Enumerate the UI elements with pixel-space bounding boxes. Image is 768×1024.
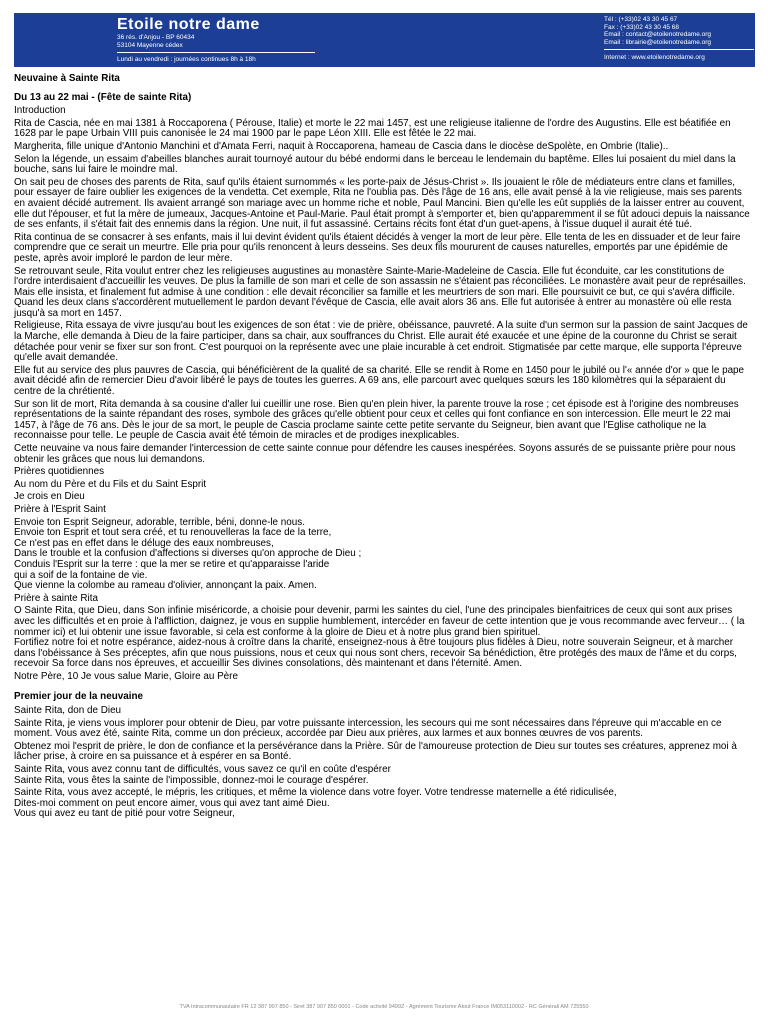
paragraph: Je crois en Dieu: [14, 491, 85, 503]
contact-block: [604, 16, 754, 62]
prayer-line: Conduis l'Esprit sur la terre : que la mer se retire et qu'apparaisse l'aride: [14, 558, 330, 570]
fax-number: Fax : (+33)02 43 30 45 68: [604, 23, 679, 31]
section-heading: Prière à sainte Rita: [14, 592, 98, 604]
prayer-line: Sainte Rita, vous avez accepté, le mépris, les critiques, et même la violence dans votre foyer. Votre tendresse maternelle a été ridiculisée,: [14, 787, 617, 799]
paragraph: Rita de Cascia, née en mai 1381 à Roccaporena ( Pérouse, Italie) et morte le 22 mai 1457, est une religieuse italienne de l'ordre des Augustins. Elle est béatifiée en 1628 par le pape Urbain VIII puis canonisée le 24 mai 1900 par le pape Léon XIII. Elle est fêtée le 22 mai.: [14, 117, 731, 140]
section-heading: Introduction: [14, 105, 66, 117]
document-dates: Du 13 au 22 mai - (Fête de sainte Rita): [14, 91, 192, 103]
legal-footer: TVA Intracommunautaire FR 12 387 907 850 - Siret 387 907 850 0001 - Code activité 9499Z - Agrément Tourisme Atout France IM053110002 - RC Générali AM 725550: [179, 1004, 589, 1010]
prayer-line: Envoie ton Esprit Seigneur, adorable, terrible, béni, donne-le nous.: [14, 516, 305, 528]
paragraph: Obtenez moi l'esprit de prière, le don de confiance et la persévérance dans la Prière. Sûr de l'amoureuse protection de Dieu sur toutes ses créatures, apprenez moi à lâcher prise, à croire en sa puissance et à espérer en sa Bonté.: [14, 740, 737, 763]
prayer-line: Dites-moi comment on peut encore aimer, vous qui avez tant aimé Dieu.: [14, 797, 330, 809]
paragraph: Rita continua de se consacrer à ses enfants, mais il lui devint évident qu'ils étaient décidés à venger la mort de leur père. Elle tenta de les en dissuader et de leur faire comprendre que ce serait un meurtre. Elle pria pour qu'ils renoncent à leurs desseins. Ses deux fils moururent de causes naturelles, emportés par une épidémie de peste, après avoir imploré le pardon de leur mère.: [14, 231, 741, 264]
prayer-line: Envoie ton Esprit et tout sera créé, et tu renouvelleras la face de la terre,: [14, 527, 332, 539]
opening-hours: Lundi au vendredi : journées continues 8h à 18h: [117, 56, 256, 63]
prayer-line: Ce n'est pas en effet dans le déluge des eaux nombreuses,: [14, 537, 274, 549]
prayer-paragraph: Fortifiez notre foi et notre espérance, aidez-nous à croître dans la charité, enseignez-nous à être toujours plus fidèles à Dieu, notre souverain Seigneur, et à marcher dans l'obéissance à Ses préceptes, afin que nous puissions, nous et ceux qui nous sont chers, recevoir Sa bénédiction, être protégés des maux de l'âme et du corps, recevoir Sa force dans nos épreuves, et accueillir Ses divines consolations, dès maintenant et dans l'éternité. Amen.: [14, 637, 737, 670]
website-link[interactable]: Internet : www.etoilenotredame.org: [604, 54, 705, 62]
document-title: Neuvaine à Sainte Rita: [14, 73, 120, 84]
paragraph: Cette neuvaine va nous faire demander l'intercession de cette sainte connue pour défendre les causes inespérées. Soyons assurés de se puissante prière pour nous obtenir les grâces que nous lui demandons.: [14, 443, 736, 465]
closing-line: Notre Père, 10 Je vous salue Marie, Gloire au Père: [14, 670, 238, 682]
day-subheading: Sainte Rita, don de Dieu: [14, 705, 122, 717]
day-heading: Premier jour de la neuvaine: [14, 691, 143, 703]
contact-email[interactable]: Email : contact@etoilenotredame.org: [604, 31, 712, 39]
rita-prayer: [14, 606, 754, 670]
day1-invocations: [14, 765, 754, 820]
address-line: 53104 Mayenne cédex: [117, 42, 183, 49]
paragraph: Au nom du Père et du Fils et du Saint Esprit: [14, 478, 207, 490]
prayer-paragraph: O Sainte Rita, que Dieu, dans Son infinie miséricorde, a choisie pour devenir, parmi les saintes du ciel, l'une des principales bienfaitrices de ceux qui sont aux prises avec les difficultés et en proie à l'affliction, daignez, je vous en supplie humblement, intercéder en faveur de cette intention que je vous recommande avec ferveur… ( la nommer ici) et lui obtenir une issue favorable, si cela est conforme à la gloire de Dieu et à notre plus grand bien spirituel.: [14, 605, 745, 638]
organization-block: [117, 16, 260, 50]
organization-name: Etoile notre dame: [117, 16, 260, 33]
phone-number: Tél : (+33)02 43 30 45 67: [604, 16, 678, 23]
prayer-line: Sainte Rita, vous avez connu tant de difficultés, vous savez ce qu'il en coûte d'espérer: [14, 764, 391, 776]
section-heading: Prières quotidiennes: [14, 466, 105, 478]
paragraph: Sainte Rita, je viens vous implorer pour obtenir de Dieu, par votre puissante intercession, les secours qui me sont nécessaires dans l'épreuve qui m'accable en ce moment. Vous avez été, sainte Rita, comme un don précieux, accordée par Dieu aux prières, aux larmes et aux bonnes œuvres de vos parents.: [14, 717, 722, 740]
contact-divider: [604, 49, 754, 50]
prayer-line: Vous qui avez eu tant de pitié pour votre Seigneur,: [14, 808, 235, 820]
address-line: 36 rés. d'Anjou - BP 60434: [117, 34, 195, 41]
prayer-line: Que vienne la colombe au rameau d'olivier, annonçant la paix. Amen.: [14, 580, 317, 592]
paragraph: Elle fut au service des plus pauvres de Cascia, qui bénéficièrent de la qualité de sa charité. Elle se rendit à Rome en 1450 pour le jubilé ou l'« année d'or » que le pape avait décidé afin de remercier Dieu d'avoir libéré le pays de toutes les guerres. A 69 ans, elle parcourt avec quelques sœurs les 180 kilomètres qui la séparaient du centre de la chrétienté.: [14, 364, 745, 398]
section-heading: Prière à l'Esprit Saint: [14, 503, 106, 515]
paragraph: Margherita, fille unique d'Antonio Manchini et d'Amata Ferri, naquit à Roccaporena, hameau de Cascia dans le diocèse deSpolète, en Ombrie (Italie)..: [14, 140, 669, 152]
letterhead-banner: [14, 13, 755, 67]
bookshop-email[interactable]: Email : librairie@etoilenotredame.org: [604, 38, 712, 46]
paragraph: Sur son lit de mort, Rita demanda à sa cousine d'aller lui cueillir une rose. Bien qu'en plein hiver, la parente trouve la rose ; cet épisode est à l'origine des nombreuses représentations de la sainte répandant des roses, symbole des grâces qu'elle obtient pour ceux et celles qui font confiance en son intercession. Elle meurt le 22 mai 1457, à l'âge de 76 ans. Dès le jour de sa mort, le peuple de Cascia proclame sainte cette petite servante du Seigneur, bien avant que l'Eglise catholique ne la reconnaisse pour telle. Le peuple de Cascia avait été témoin de miracles et de prodiges inexplicables.: [14, 398, 739, 442]
prayer-line: Dans le trouble et la confusion d'affections si diverses qu'on approche de Dieu ;: [14, 548, 362, 560]
paragraph: Selon la légende, un essaim d'abeilles blanches aurait tournoyé autour du bébé endormi dans le berceau le lendemain du baptême. Elles lui posaient du miel dans la bouche, sans lui faire le moindre mal.: [14, 153, 736, 176]
document-body: [14, 74, 754, 820]
prayer-line: qui a soif de la fontaine de vie.: [14, 569, 148, 581]
header-divider: [117, 52, 315, 53]
holy-spirit-prayer: [14, 518, 754, 592]
prayer-line: Sainte Rita, vous êtes la sainte de l'impossible, donnez-moi le courage d'espérer.: [14, 774, 369, 786]
paragraph: On sait peu de choses des parents de Rita, sauf qu'ils étaient surnommés « les porte-paix de Jésus-Christ ». Ils jouaient le rôle de médiateurs entre clans et familles, pour essayer de faire oublier les exigences de la vendetta. Cet exemple, Rita ne l'oublia pas. Dès l'âge de 16 ans, elle avait pensé à la vie religieuse, mais ses parents en avaient décidé autrement. Ils avaient arrangé son mariage avec un homme riche et noble, Paul Mancini. Bien qu'elle les eût suppliés de la laisser entrer au couvent, elle dut l'épouser, et fut la mère de jumeaux, Jacques-Antoine et Paul-Marie. Paul était prompt à s'emporter et, bien qu'apparemment il se fût adouci depuis la naissance de ses enfants, il s'était fait des ennemis dans la région. Une nuit, il fut assassiné. Certains récits font état d'un guet-apens, à l'issue duquel il aurait été tué.: [14, 176, 750, 231]
paragraph: Se retrouvant seule, Rita voulut entrer chez les religieuses augustines au monastère Sainte-Marie-Madeleine de Cascia. Elle fut éconduite, car les constitutions de l'ordre interdisaient d'accueillir les veuves. De plus la famille de son mari et celle de son assassin ne s'étaient pas réconciliées. Le monastère avait peur de représailles. Mais elle insista, et finalement fut admise à une condition : elle devait réconcilier sa famille et les meurtriers de son mari. Elle poursuivit ce but, ce qui s'avéra difficile. Quand les deux clans s'accordèrent mutuellement le pardon devant l'évêque de Cascia, elle avait alors 36 ans. Elle fut autorisée à entrer au monastère où elle resta jusqu'à sa mort en 1457.: [14, 265, 746, 319]
paragraph: Religieuse, Rita essaya de vivre jusqu'au bout les exigences de son état : vie de prière, obéissance, pauvreté. A la suite d'un sermon sur la passion de saint Jacques de la Marche, elle demanda à Dieu de la faire participer, dans sa chair, aux souffrances du Christ. Elle aurait été exaucée et une épine de la couronne du Christ se serait détachée pour venir se fixer sur son front. C'est pourquoi on la représente avec une plaie incurable à cet endroit. Stigmatisée par cette marque, elle supporta l'épreuve qu'elle avait demandée.: [14, 320, 748, 364]
